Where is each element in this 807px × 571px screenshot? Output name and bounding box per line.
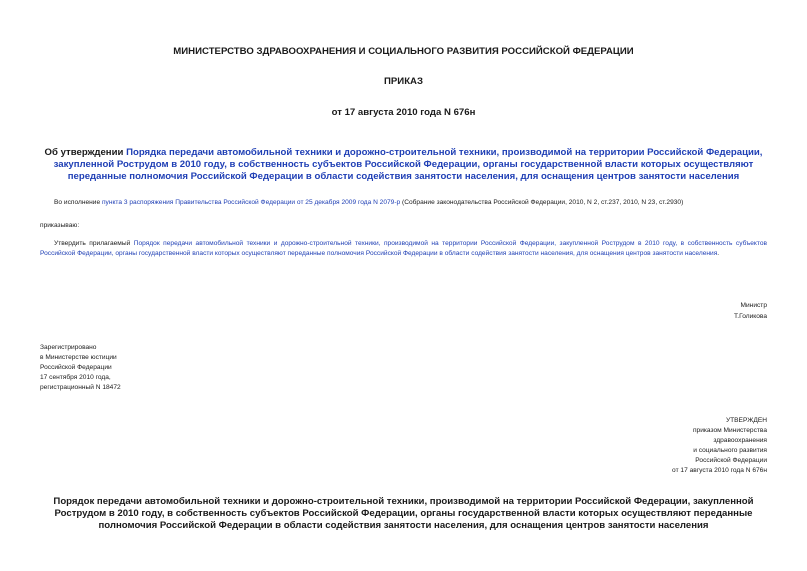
approve-suffix: . — [717, 250, 720, 257]
approved-line: от 17 августа 2010 года N 676н — [672, 467, 767, 474]
order-title — [40, 147, 767, 183]
preamble-suffix: (Собрание законодательства Российской Федерации, 2010, N 2, ст.237, 2010, N 23, ст.2930) — [400, 199, 684, 206]
approved-line: и социального развития — [693, 447, 767, 454]
ministry-heading: МИНИСТЕРСТВО ЗДРАВООХРАНЕНИЯ И СОЦИАЛЬНОГО РАЗВИТИЯ РОССИЙСКОЙ ФЕДЕРАЦИИ — [173, 46, 634, 57]
signature-position: Министр — [740, 302, 767, 309]
preamble — [54, 198, 774, 208]
appendix-title: Порядок передачи автомобильной техники и дорожно-строительной техники, производимой на территории Российской Федерации, закупленной Рострудом в 2010 году, в собственность субъектов Российской Федерации, органы государственной власти которых осуществляют переданные полномочия Российской Федерации в области содействия занятости населения, для оснащения центров занятости населения — [53, 496, 754, 531]
title-procedure-link[interactable]: Порядка передачи автомобильной техники и дорожно-строительной техники, производимой на территории Российской Федерации, закупленной Рострудом в 2010 году, в собственность субъектов Российской Федерации, органы государственной власти которых осуществляют переданные полномочия Российской Федерации в области содействия занятости населения, для оснащения центров занятости населения — [53, 147, 763, 182]
document-type: ПРИКАЗ — [384, 76, 423, 87]
registration-line: регистрационный N 18472 — [40, 384, 121, 391]
approve-paragraph — [40, 239, 767, 259]
approved-block — [567, 416, 767, 476]
registration-line: Зарегистрировано — [40, 344, 97, 351]
approved-line: Российской Федерации — [695, 457, 767, 464]
registration-line: 17 сентября 2010 года, — [40, 374, 111, 381]
preamble-prefix: Во исполнение — [54, 199, 102, 206]
order-date-number: от 17 августа 2010 года N 676н — [331, 107, 476, 118]
approved-line: УТВЕРЖДЕН — [725, 417, 767, 424]
signature-name: Т.Голикова — [733, 313, 767, 320]
order-word: приказываю: — [40, 222, 80, 229]
approve-prefix: Утвердить прилагаемый — [54, 240, 134, 247]
approved-line: здравоохранения — [713, 437, 767, 444]
registration-block — [40, 343, 121, 393]
registration-line: Российской Федерации — [40, 364, 112, 371]
title-prefix: Об утверждении — [44, 147, 127, 158]
government-order-link[interactable]: пункта 3 распоряжения Правительства Российской Федерации от 25 декабря 2009 года N 2079-р — [101, 199, 401, 206]
registration-line: в Министерстве юстиции — [40, 354, 117, 361]
approved-line: приказом Министерства — [692, 427, 767, 434]
procedure-link[interactable]: Порядок передачи автомобильной техники и дорожно-строительной техники, производимой на территории Российской Федерации, закупленной Рострудом в 2010 году, в собственность субъектов Российской Федерации, органы государственной власти которых осуществляют переданные полномочия Российской Федерации в области содействия занятости населения, для оснащения центров занятости населения — [40, 240, 767, 257]
